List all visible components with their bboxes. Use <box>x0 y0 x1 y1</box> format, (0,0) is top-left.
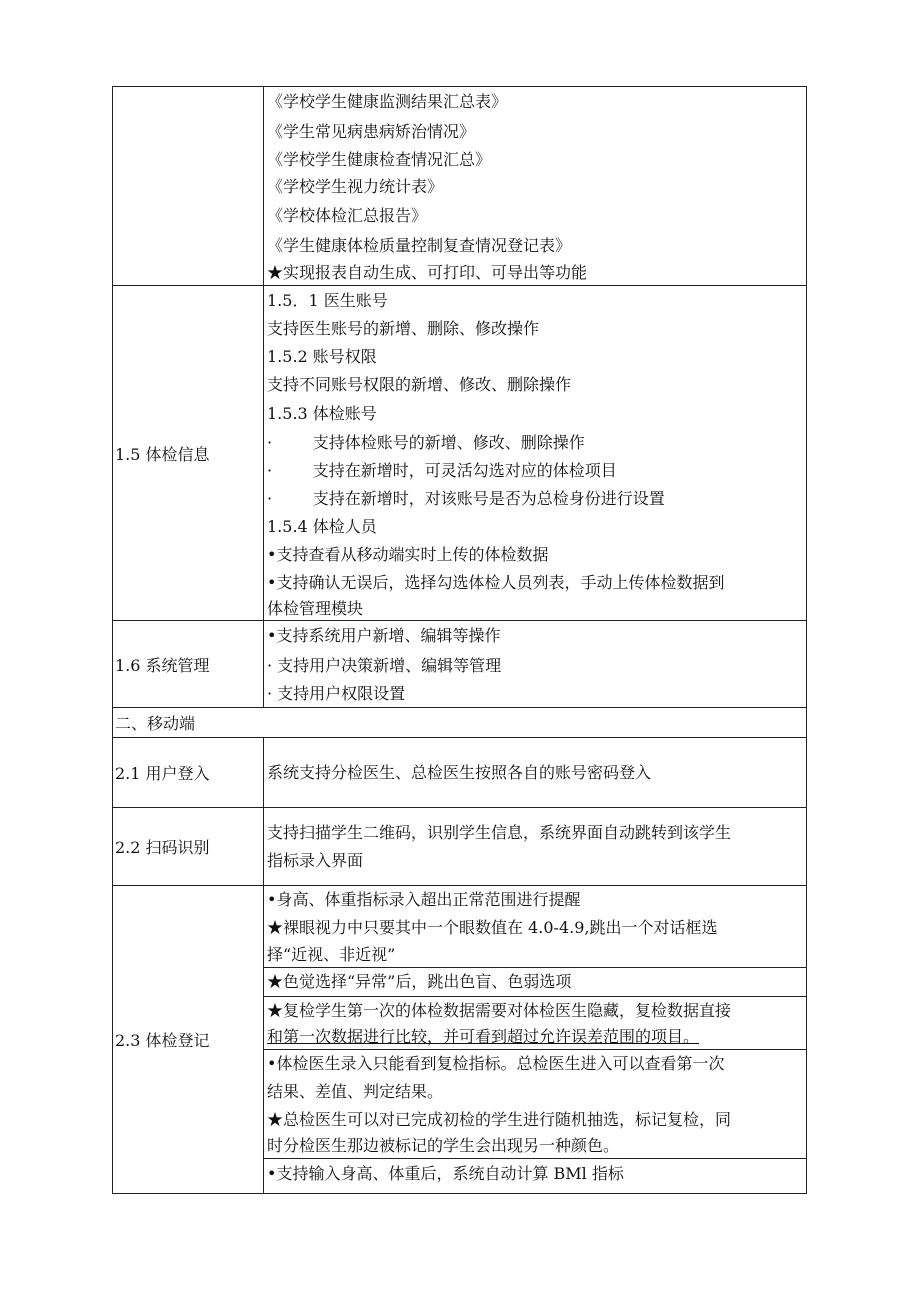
content-line: 体检管理模块 <box>267 598 364 618</box>
subheading: 1.5.2 账号权限 <box>267 346 377 366</box>
table-row <box>113 87 807 286</box>
row-content <box>264 286 807 621</box>
row-label: 2.2 扫码识别 <box>113 808 264 886</box>
table-row <box>113 808 807 886</box>
content-line: · 支持用户权限设置 <box>267 684 406 703</box>
content-line: 择“近视、非近视” <box>264 942 806 968</box>
row-label: 1.5 体检信息 <box>113 286 264 621</box>
report-item: 《学校学生健康检查情况汇总》 <box>267 150 492 169</box>
feature-note: ★实现报表自动生成、可打印、可导出等功能 <box>267 263 588 282</box>
row-label: 2.1 用户登入 <box>113 738 264 808</box>
content-line: •体检医生录入只能看到复检指标。总检医生进入可以查看第一次 <box>267 1054 725 1073</box>
row-label <box>113 87 264 286</box>
bullet-line: · 支持在新增时，可灵活勾选对应的体检项目 <box>267 460 617 480</box>
table-row <box>113 286 807 621</box>
content-line: •身高、体重指标录入超出正常范围进行提醒 <box>267 890 581 909</box>
content-line: •支持输入身高、体重后，系统自动计算 BMl 指标 <box>267 1164 624 1183</box>
content-line: 时分检医生那边被标记的学生会出现另一种颜色。 <box>264 1134 806 1159</box>
bullet-line: · 支持在新增时，对该账号是否为总检身份进行设置 <box>267 488 665 508</box>
report-item: 《学校体检汇总报告》 <box>267 206 428 225</box>
subheading: 1.5.3 体检账号 <box>267 403 377 423</box>
row-label: 2.3 体检登记 <box>113 886 264 1194</box>
content-line: 结果、差值、判定结果。 <box>267 1082 444 1101</box>
underlined-text: 和第一次数据进行比较，并可看到超过允许误差范围的项目。 <box>267 1027 700 1046</box>
content-line: ★复检学生第一次的体检数据需要对体检医生隐藏，复检数据直接 <box>267 1001 732 1020</box>
table-row <box>113 738 807 808</box>
subheading: 1.5．1 医生账号 <box>267 290 388 310</box>
content-line <box>264 1025 806 1050</box>
content-line: 支持扫描学生二维码，识别学生信息，系统界面自动跳转到该学生 <box>267 822 732 842</box>
content-line: ★色觉选择“异常”后，跳出色盲、色弱选项 <box>264 968 806 997</box>
content-line: 支持不同账号权限的新增、修改、删除操作 <box>267 374 572 394</box>
report-item: 《学生健康体检质量控制复查情况登记表》 <box>267 236 572 255</box>
content-line: 支持医生账号的新增、删除、修改操作 <box>267 318 540 338</box>
section-row <box>113 708 807 738</box>
row-content <box>264 738 807 808</box>
row-label: 1.6 系统管理 <box>113 621 264 708</box>
requirements-table <box>112 86 807 1194</box>
bullet-line: · 支持体检账号的新增、修改、删除操作 <box>267 432 585 452</box>
content-line: 指标录入界面 <box>267 850 364 870</box>
content-line: 系统支持分检医生、总检医生按照各自的账号密码登入 <box>267 762 652 782</box>
content-line: •支持确认无误后，选择勾选体检人员列表，手动上传体检数据到 <box>267 572 725 592</box>
content-line: •支持系统用户新增、编辑等操作 <box>267 626 501 645</box>
content-line: · 支持用户决策新增、编辑等管理 <box>267 656 502 675</box>
row-content <box>264 808 807 886</box>
report-item: 《学校学生健康监测结果汇总表》 <box>267 92 508 111</box>
subheading: 1.5.4 体检人员 <box>267 516 377 536</box>
content-line: •支持查看从移动端实时上传的体检数据 <box>267 544 549 564</box>
table-row <box>113 621 807 708</box>
section-heading: 二、移动端 <box>113 708 807 738</box>
row-content <box>264 621 807 708</box>
table-row <box>113 886 807 1194</box>
content-line: ★总检医生可以对已完成初检的学生进行随机抽选，标记复检，同 <box>267 1110 732 1129</box>
report-item: 《学校学生视力统计表》 <box>267 177 444 196</box>
row-content <box>264 886 807 1194</box>
content-line: ★裸眼视力中只要其中一个眼数值在 4.0-4.9,跳出一个对话框选 <box>267 918 718 937</box>
document-page <box>112 86 807 1194</box>
row-content <box>264 87 807 286</box>
report-item: 《学生常见病患病矫治情况》 <box>267 122 476 141</box>
